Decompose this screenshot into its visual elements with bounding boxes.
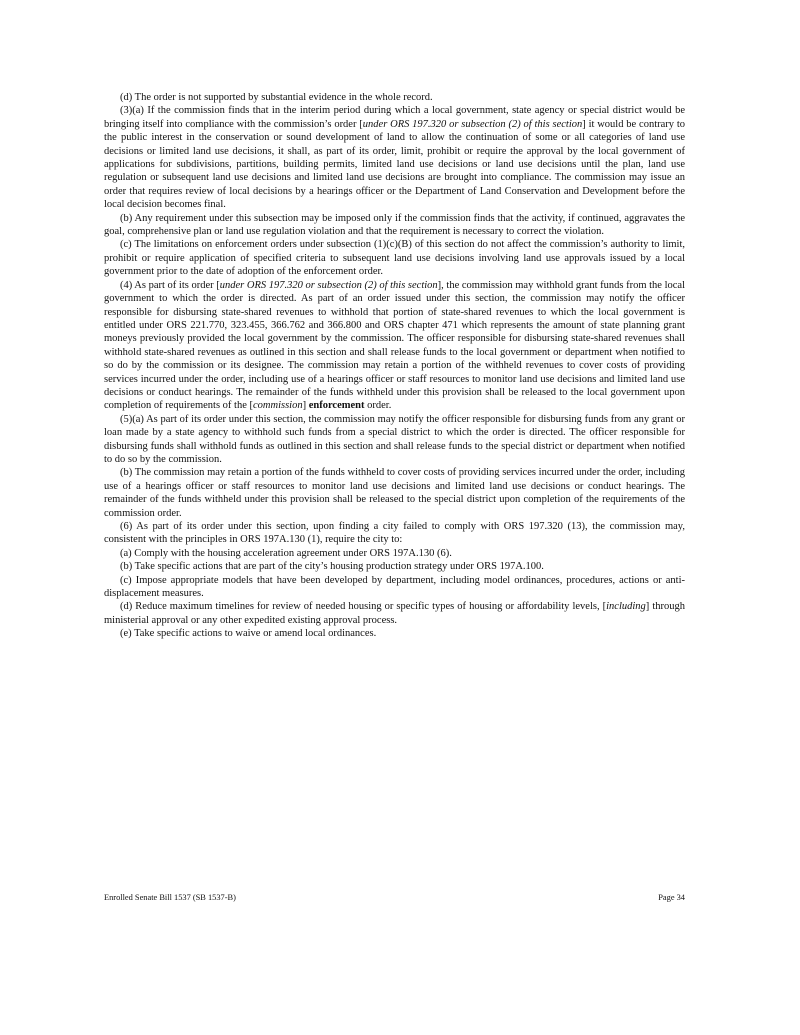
- paragraph-text: (c) Impose appropriate models that have been developed by department, including model ordinances, procedures, actions or anti-displacement measures.: [104, 574, 685, 600]
- paragraph: [104, 520, 685, 547]
- paragraph-text: (b) Any requirement under this subsection may be imposed only if the commission finds that the activity, if continued, aggravates the goal, comprehensive plan or land use regulation violation and that the requirement is necessary to correct the violation.: [104, 212, 685, 238]
- paragraph-text: (c) The limitations on enforcement orders under subsection (1)(c)(B) of this section do not affect the commission’s authority to limit, prohibit or require application of specified criteria to subsequent land use decisions involving land use approvals issued by a local government prior to the date of adoption of the enforcement order.: [104, 239, 685, 278]
- paragraph-text: (d) Reduce maximum timelines for review of needed housing or specific types of housing or affordability levels, [: [120, 601, 607, 613]
- paragraph-text: ] through ministerial approval or any other expedited existing approval process.: [104, 601, 685, 626]
- paragraph: [104, 104, 685, 211]
- deleted-text: under ORS 197.320 or subsection (2) of this section: [219, 279, 438, 291]
- paragraph: [104, 279, 685, 413]
- paragraph-text: (b) The commission may retain a portion of the funds withheld to cover costs of providing services incurred under the order, including use of a hearings officer or staff resources to monitor land use decisions and limited land use decisions or conduct hearings. The remainder of the funds withheld under this provision shall be released to the special district upon completion of the requirements of the commission order.: [104, 467, 685, 519]
- paragraph-text: (b) Take specific actions that are part of the city’s housing production strategy under ORS 197A.100.: [120, 561, 544, 573]
- deleted-text: including: [606, 601, 646, 613]
- paragraph: [104, 413, 685, 467]
- paragraph-text: (3)(a) If the commission finds that in the interim period during which a local government, state agency or special district would be bringing itself into compliance with the commission’s order [: [104, 105, 685, 130]
- deleted-text: under ORS 197.320 or subsection (2) of this section: [362, 118, 583, 130]
- paragraph: [104, 91, 685, 104]
- paragraph: [104, 547, 685, 560]
- paragraph: [104, 238, 685, 278]
- paragraph-text: ] it would be contrary to the public interest in the conservation or sound development of land to allow the continuation of some or all categories of land use decisions or limited land use decisions, it shall, as part of its order, limit, prohibit or require the approval by the local government of applications for subdivisions, partitions, building permits, limited land use decisions or land use decisions until the plan, land use regulation or subsequent land use decisions and limited land use decisions are brought into compliance. The commission may issue an order that requires review of local decisions by a hearings officer or the Department of Land Conservation and Development before the local decision becomes final.: [104, 118, 686, 211]
- paragraph-text: (4) As part of its order [: [120, 279, 220, 291]
- paragraph-text: (e) Take specific actions to waive or amend local ordinances.: [120, 628, 377, 640]
- deleted-text: commission: [253, 400, 303, 412]
- paragraph-text: (a) Comply with the housing acceleration agreement under ORS 197A.130 (6).: [120, 547, 452, 559]
- paragraph: [104, 466, 685, 520]
- page-footer: [104, 893, 685, 907]
- paragraph: [104, 560, 685, 573]
- paragraph-text: ], the commission may withhold grant funds from the local government to which the order is directed. As part of an order issued under this section, the commission may notify the officer responsible for disbursing state-shared revenues to withhold that portion of state-shared revenues to which the local government is entitled under ORS 221.770, 323.455, 366.762 and 366.800 and ORS chapter 471 which represents the amount of state planning grant moneys previously provided the local government by the commission. The officer responsible for disbursing state-shared revenues shall withhold state-shared revenues as outlined in this section and shall release funds to the local government or department when notified to so do by the commission or its designee. The commission may retain a portion of the withheld revenues to cover costs of providing services incurred under the order, including use of a hearings officer or staff resources to monitor land use decisions and limited land use decisions or conduct hearings. The remainder of the funds withheld under this provision shall be released to the local government upon completion of requirements of the [: [104, 279, 686, 412]
- paragraph-text: ]: [302, 400, 309, 412]
- paragraph: [104, 574, 685, 601]
- paragraph-text: order.: [364, 400, 392, 412]
- bill-text-body: [104, 91, 685, 641]
- paragraph: [104, 600, 685, 627]
- paragraph-text: (d) The order is not supported by substantial evidence in the whole record.: [120, 92, 433, 103]
- page-number: Page 34: [658, 893, 685, 902]
- paragraph: [104, 212, 685, 239]
- paragraph: [104, 627, 685, 640]
- added-text: enforcement: [308, 400, 365, 412]
- bill-title-footer: Enrolled Senate Bill 1537 (SB 1537-B): [104, 893, 236, 902]
- paragraph-text: (6) As part of its order under this section, upon finding a city failed to comply with ORS 197.320 (13), the commission may, consistent with the principles in ORS 197A.130 (1), require the city to:: [104, 521, 685, 546]
- paragraph-text: (5)(a) As part of its order under this section, the commission may notify the officer responsible for disbursing funds from any grant or loan made by a state agency to withhold such funds from a special district to which the order is directed. The officer responsible for disbursing funds shall withhold funds as outlined in this section and shall release funds to the special district or department when notified to do so by the commission.: [104, 413, 685, 465]
